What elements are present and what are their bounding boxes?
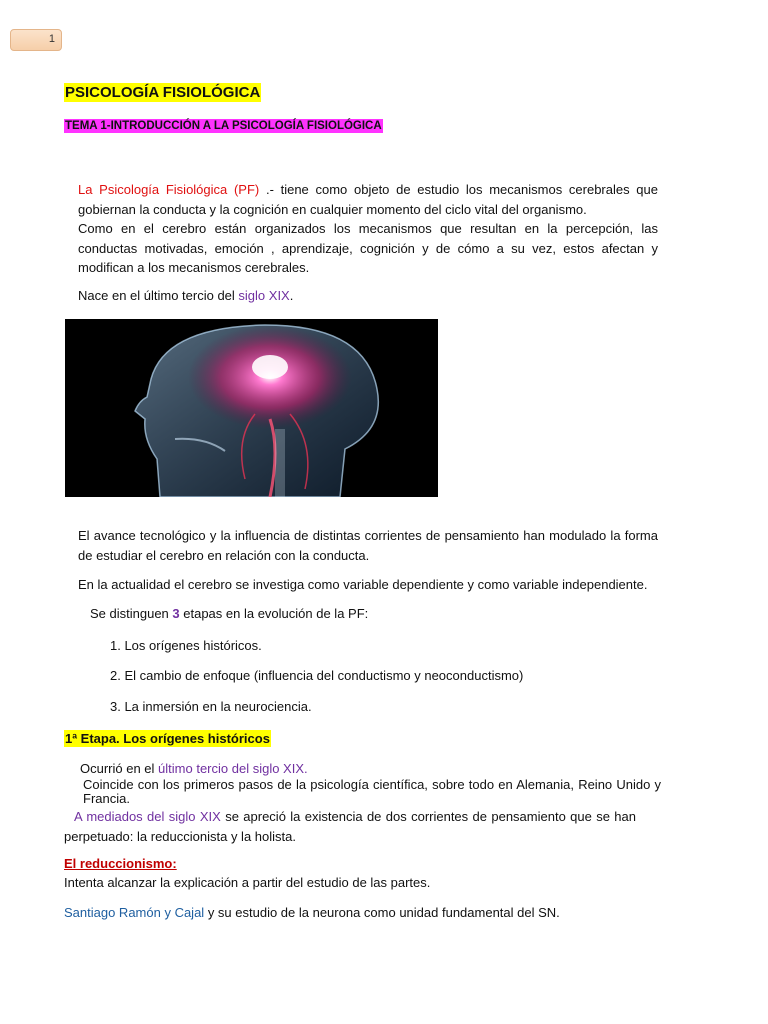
- page-number-badge: [10, 29, 62, 51]
- intro-rest: .- tiene como objeto de estudio los mecanismos cerebrales que gobiernan la conducta y la cognición en cualquier momento del ciclo vital del organismo.: [78, 182, 658, 217]
- stage1-occurred: [80, 761, 308, 776]
- born-line: [78, 288, 293, 303]
- stage1-mediados: [64, 807, 636, 846]
- stage1-heading: 1ª Etapa. Los orígenes históricos: [65, 731, 270, 746]
- reduccionismo-heading: El reduccionismo:: [64, 856, 177, 871]
- stages-intro: [90, 606, 368, 621]
- avance-paragraph: El avance tecnológico y la influencia de distintas corrientes de pensamiento han modulado la forma de estudiar el cerebro en relación con la conducta.: [78, 528, 658, 563]
- stages-count: 3: [172, 606, 180, 621]
- born-prefix: Nace en el último tercio del: [78, 288, 239, 303]
- stage-item-1: 1. Los orígenes históricos.: [110, 638, 262, 653]
- page-number: 1: [48, 33, 55, 45]
- brain-image: [65, 319, 438, 497]
- stage-item-3: 3. La inmersión en la neurociencia.: [110, 699, 312, 714]
- intro-paragraph: [78, 180, 658, 219]
- brain-illustration: [65, 319, 438, 497]
- stage-item-2: 2. El cambio de enfoque (influencia del conductismo y neoconductismo): [110, 668, 524, 683]
- stages-intro-suffix: etapas en la evolución de la PF:: [179, 606, 369, 621]
- cajal-name: Santiago Ramón y Cajal: [64, 905, 205, 920]
- stage1-mediados-highlight: A mediados del siglo XIX: [74, 809, 221, 824]
- stage1-mediados-rest: se apreció la existencia de dos corrientes de pensamiento que se han perpetuado: la reduccionista y la holista.: [64, 809, 636, 844]
- stage1-coincide: Coincide con los primeros pasos de la psicología científica, sobre todo en Alemania, Reino Unido y Francia.: [83, 777, 661, 806]
- document-title: PSICOLOGÍA FISIOLÓGICA: [65, 84, 261, 101]
- intro-term: La Psicología Fisiológica (PF): [78, 182, 260, 197]
- cajal-rest: y su estudio de la neurona como unidad fundamental del SN.: [204, 905, 560, 920]
- stage1-occurred-highlight: último tercio del siglo XIX.: [158, 761, 308, 776]
- born-highlight: siglo XIX: [238, 288, 290, 303]
- stage1-occurred-prefix: Ocurrió en el: [80, 761, 159, 776]
- reduccionismo-text: Intenta alcanzar la explicación a partir del estudio de las partes.: [64, 875, 431, 890]
- cajal-line: [64, 905, 560, 920]
- stages-intro-prefix: Se distinguen: [90, 606, 173, 621]
- document-subtitle: TEMA 1-INTRODUCCIÓN A LA PSICOLOGÍA FISIOLÓGICA: [65, 120, 382, 132]
- actualidad-paragraph: En la actualidad el cerebro se investiga como variable dependiente y como variable independiente.: [78, 577, 648, 592]
- born-suffix: .: [289, 288, 294, 303]
- intro-paragraph-2: Como en el cerebro están organizados los mecanismos que resultan en la percepción, las conductas motivadas, emoción , aprendizaje, cognición y de cómo a su vez, estos afectan y modifican a los mecanismos cerebrales.: [78, 221, 658, 275]
